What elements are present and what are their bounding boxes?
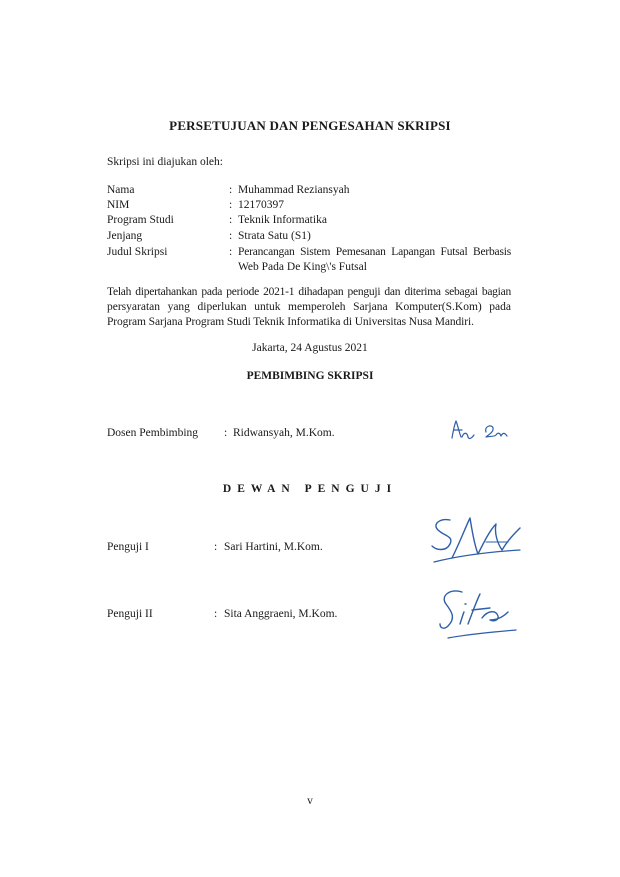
supervisor-label: Dosen Pembimbing [107,427,199,439]
field-value-judul-line2: Web Pada De King\'s Futsal [238,261,367,273]
field-separator: : [214,608,218,620]
page-number: v [307,795,313,807]
field-separator: : [229,199,233,211]
field-label-jenjang: Jenjang [107,230,143,242]
field-value-nim: 12170397 [238,199,284,211]
field-separator: : [229,230,233,242]
examiner-1-label: Penguji I [107,541,149,553]
field-separator: : [229,214,233,226]
field-separator: : [229,184,233,196]
examiner-1-name: Sari Hartini, M.Kom. [224,541,323,553]
field-separator: : [224,427,228,439]
field-value-program-studi: Teknik Informatika [238,214,327,226]
field-label-nama: Nama [107,184,135,196]
field-separator: : [229,246,233,258]
examiner-1-signature [428,512,526,570]
field-separator: : [214,541,218,553]
page-title: PERSETUJUAN DAN PENGESAHAN SKRIPSI [169,118,451,133]
field-value-nama: Muhammad Reziansyah [238,184,350,196]
intro-text: Skripsi ini diajukan oleh: [107,156,223,168]
examiner-2-signature [436,586,520,644]
examiner-section-title: DEWAN PENGUJI [222,483,398,495]
approval-paragraph [107,285,511,330]
field-label-judul-skripsi: Judul Skripsi [107,246,168,258]
examiner-2-name: Sita Anggraeni, M.Kom. [224,608,338,620]
field-label-program-studi: Program Studi [107,214,174,226]
place-date: Jakarta, 24 Agustus 2021 [252,342,368,354]
paragraph-line-1: Telah dipertahankan pada periode 2021-1 dihadapan penguji dan diterima sebagai bagian [107,286,511,298]
examiner-2-label: Penguji II [107,608,153,620]
paragraph-line-2: persyaratan yang diperlukan untuk memperoleh Sarjana Komputer(S.Kom) pada [107,301,511,313]
supervisor-name: Ridwansyah, M.Kom. [233,427,335,439]
paragraph-line-3: Program Sarjana Program Studi Teknik Informatika di Universitas Nusa Mandiri. [107,316,474,328]
field-label-nim: NIM [107,199,130,211]
supervisor-signature [448,418,530,446]
field-value-jenjang: Strata Satu (S1) [238,230,311,242]
supervisor-section-title: PEMBIMBING SKRIPSI [246,370,374,382]
field-value-judul-line1: Perancangan Sistem Pemesanan Lapangan Futsal Berbasis [238,246,511,258]
